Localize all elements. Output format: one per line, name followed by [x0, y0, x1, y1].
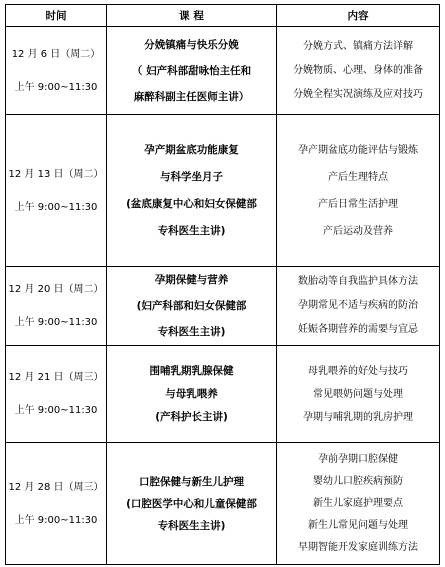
- content-line: 数胎动等自我监护具体方法: [298, 276, 418, 287]
- time-cell: [6, 115, 107, 267]
- course-line: (妇产科部和妇女保健部: [136, 300, 247, 312]
- content-line: 分娩全程实况演练及应对技巧: [293, 88, 423, 100]
- content-line: 婴幼儿口腔疾病预防: [313, 475, 403, 487]
- course-cell: [107, 443, 277, 565]
- course-cell: [107, 346, 277, 443]
- course-line: 专科医生主讲): [157, 224, 226, 237]
- time-text: 上午 9:00~11:30: [14, 317, 98, 328]
- header-content: 内容: [277, 5, 440, 27]
- table-row: [6, 443, 440, 565]
- time-cell: [6, 443, 107, 565]
- time-cell: [6, 27, 107, 115]
- time-cell: [6, 267, 107, 346]
- course-cell: [107, 115, 277, 267]
- course-line: 麻醉科副主任医师主讲）: [133, 90, 250, 103]
- date-text: 12 月 21 日（周三）: [8, 372, 104, 383]
- content-cell: [277, 443, 440, 565]
- content-line: 孕期常见不适与疾病的防治: [298, 300, 418, 311]
- content-line: 母乳喂养的好处与技巧: [308, 365, 408, 377]
- course-line: 分娩镇痛与快乐分娩: [144, 38, 239, 51]
- content-line: 孕期与哺乳期的乳房护理: [303, 411, 413, 423]
- content-line: 早期智能开发家庭训练方法: [298, 541, 418, 553]
- header-time: 时间: [6, 5, 107, 27]
- table-row: [6, 115, 440, 267]
- time-text: 上午 9:00~11:30: [14, 514, 98, 526]
- time-text: 上午 9:00~11:30: [14, 405, 98, 416]
- content-cell: [277, 346, 440, 443]
- date-text: 12 月 28 日（周三）: [8, 481, 104, 493]
- course-cell: [107, 27, 277, 115]
- course-cell: [107, 267, 277, 346]
- content-line: 常见喂奶问题与处理: [313, 388, 403, 400]
- time-text: 上午 9:00~11:30: [14, 201, 98, 213]
- content-line: 新生儿常见问题与处理: [308, 519, 408, 531]
- course-line: 专科医生主讲): [157, 326, 226, 338]
- content-line: 分娩方式、镇痛方法详解: [303, 40, 413, 52]
- table-row: [6, 346, 440, 443]
- course-line: 孕产期盆底功能康复: [144, 143, 239, 156]
- course-line: 专科医生主讲): [157, 519, 226, 532]
- course-line: （ 妇产科部甜咏怡主任和: [131, 64, 252, 77]
- course-line: 与科学坐月子: [160, 170, 223, 183]
- time-text: 上午 9:00~11:30: [14, 81, 98, 93]
- course-line: 口腔保健与新生儿护理: [139, 475, 244, 488]
- content-line: 产后日常生活护理: [318, 198, 398, 210]
- course-line: (盆底康复中心和妇女保健部: [126, 197, 257, 210]
- content-line: 新生儿家庭护理要点: [313, 497, 403, 509]
- content-cell: [277, 115, 440, 267]
- content-line: 分娩物质、心理、身体的准备: [293, 64, 423, 76]
- header-course: 课 程: [107, 5, 277, 27]
- table-row: [6, 267, 440, 346]
- content-line: 产后生理特点: [328, 171, 388, 183]
- content-cell: [277, 267, 440, 346]
- course-schedule-table: [5, 4, 440, 565]
- date-text: 12 月 13 日（周二）: [8, 168, 104, 180]
- content-cell: [277, 27, 440, 115]
- course-line: 孕期保健与营养: [154, 274, 229, 286]
- time-cell: [6, 346, 107, 443]
- content-line: 孕前孕期口腔保健: [318, 453, 398, 465]
- course-line: (口腔医学中心和儿童保健部: [126, 497, 257, 510]
- content-line: 孕产期盆底功能评估与锻炼: [298, 144, 418, 156]
- table-header-row: [6, 5, 440, 27]
- course-line: (产科护长主讲): [155, 410, 228, 423]
- date-text: 12 月 20 日（周二）: [8, 284, 104, 295]
- content-line: 妊娠各期营养的需要与宜忌: [298, 324, 418, 335]
- table-row: [6, 27, 440, 115]
- course-line: 与母乳喂养: [165, 387, 218, 400]
- content-line: 产后运动及营养: [323, 225, 393, 237]
- course-line: 围哺乳期乳腺保健: [149, 364, 234, 377]
- schedule-page: [5, 4, 439, 565]
- date-text: 12 月 6 日（周二）: [11, 48, 101, 60]
